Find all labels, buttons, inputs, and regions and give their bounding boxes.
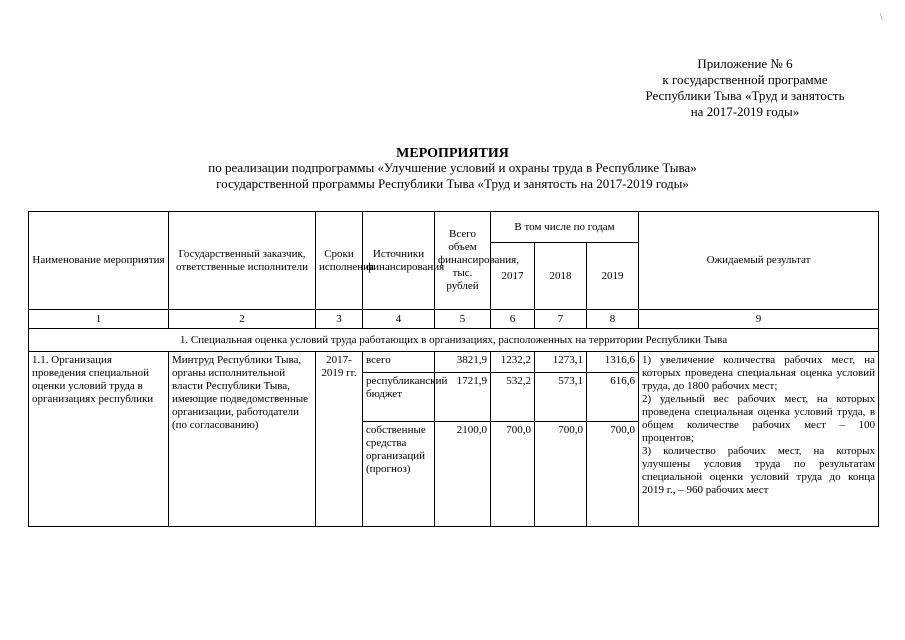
financing-source: всего: [363, 352, 435, 373]
appendix-line: Республики Тыва «Труд и занятость: [645, 88, 845, 103]
header-total: Всего объем финансирования, тыс. рублей: [435, 212, 491, 310]
corner-mark: \: [880, 12, 883, 22]
column-number: 7: [535, 310, 587, 329]
financing-source: республиканский бюджет: [363, 373, 435, 422]
document-title: МЕРОПРИЯТИЯ: [396, 146, 509, 161]
column-number: 6: [491, 310, 535, 329]
column-number-row: [29, 310, 879, 329]
financing-2019: 1316,6: [587, 352, 639, 373]
column-number: 2: [169, 310, 316, 329]
column-number: 1: [29, 310, 169, 329]
result-item: 1) увеличение количества рабочих мест, на которых проведена специальная оценка условий труда, до 1800 рабочих мест;: [642, 354, 876, 392]
header-year-2017: 2017: [491, 243, 535, 310]
financing-total: 3821,9: [435, 352, 491, 373]
document-subtitle: государственной программы Республики Тыва «Труд и занятость на 2017-2019 годы»: [216, 176, 689, 191]
financing-2019: 700,0: [587, 422, 639, 527]
column-number: 4: [363, 310, 435, 329]
financing-2018: 700,0: [535, 422, 587, 527]
measures-table: [28, 211, 879, 527]
expected-result: [639, 352, 879, 527]
header-sources: Источники финансирования: [363, 212, 435, 310]
section-title: 1. Специальная оценка условий труда работающих в организациях, расположенных на территории Республики Тыва: [29, 329, 879, 352]
appendix-line: Приложение № 6: [697, 56, 793, 71]
financing-2017: 700,0: [491, 422, 535, 527]
measure-terms: 2017-2019 гг.: [316, 352, 363, 527]
header-year-2019: 2019: [587, 243, 639, 310]
financing-2017: 532,2: [491, 373, 535, 422]
section-row: [29, 329, 879, 352]
table-row: [29, 352, 879, 373]
result-item: 3) количество рабочих мест, на которых улучшены условия труда по результатам специальной оценки условий труда до конца 2019 г., – 960 рабочих мест: [642, 445, 876, 496]
financing-2017: 1232,2: [491, 352, 535, 373]
column-number: 8: [587, 310, 639, 329]
result-item: 2) удельный вес рабочих мест, на которых проведена специальная оценка условий труда, в общем количестве рабочих мест – 100 процентов;: [642, 393, 876, 444]
financing-total: 2100,0: [435, 422, 491, 527]
appendix-line: к государственной программе: [662, 72, 828, 87]
financing-2018: 573,1: [535, 373, 587, 422]
header-terms: Сроки исполнения: [316, 212, 363, 310]
document-subtitle: по реализации подпрограммы «Улучшение условий и охраны труда в Республике Тыва»: [208, 160, 697, 175]
header-result: Ожидаемый результат: [639, 212, 879, 310]
measure-customer: Минтруд Республики Тыва, органы исполнительной власти Республики Тыва, имеющие подведомственные организации, работодатели (по согласованию): [169, 352, 316, 527]
column-number: 3: [316, 310, 363, 329]
header-row: [29, 212, 879, 243]
column-number: 5: [435, 310, 491, 329]
header-customer: Государственный заказчик, ответственные исполнители: [169, 212, 316, 310]
financing-2019: 616,6: [587, 373, 639, 422]
appendix-line: на 2017-2019 годы»: [690, 104, 800, 119]
financing-source: собственные средства организаций (прогноз): [363, 422, 435, 527]
financing-2018: 1273,1: [535, 352, 587, 373]
header-name: Наименование мероприятия: [29, 212, 169, 310]
measure-name: 1.1. Организация проведения специальной оценки условий труда в организациях республики: [29, 352, 169, 527]
appendix-block: [620, 56, 870, 120]
header-year-2018: 2018: [535, 243, 587, 310]
financing-total: 1721,9: [435, 373, 491, 422]
column-number: 9: [639, 310, 879, 329]
header-by-years: В том числе по годам: [491, 212, 639, 243]
